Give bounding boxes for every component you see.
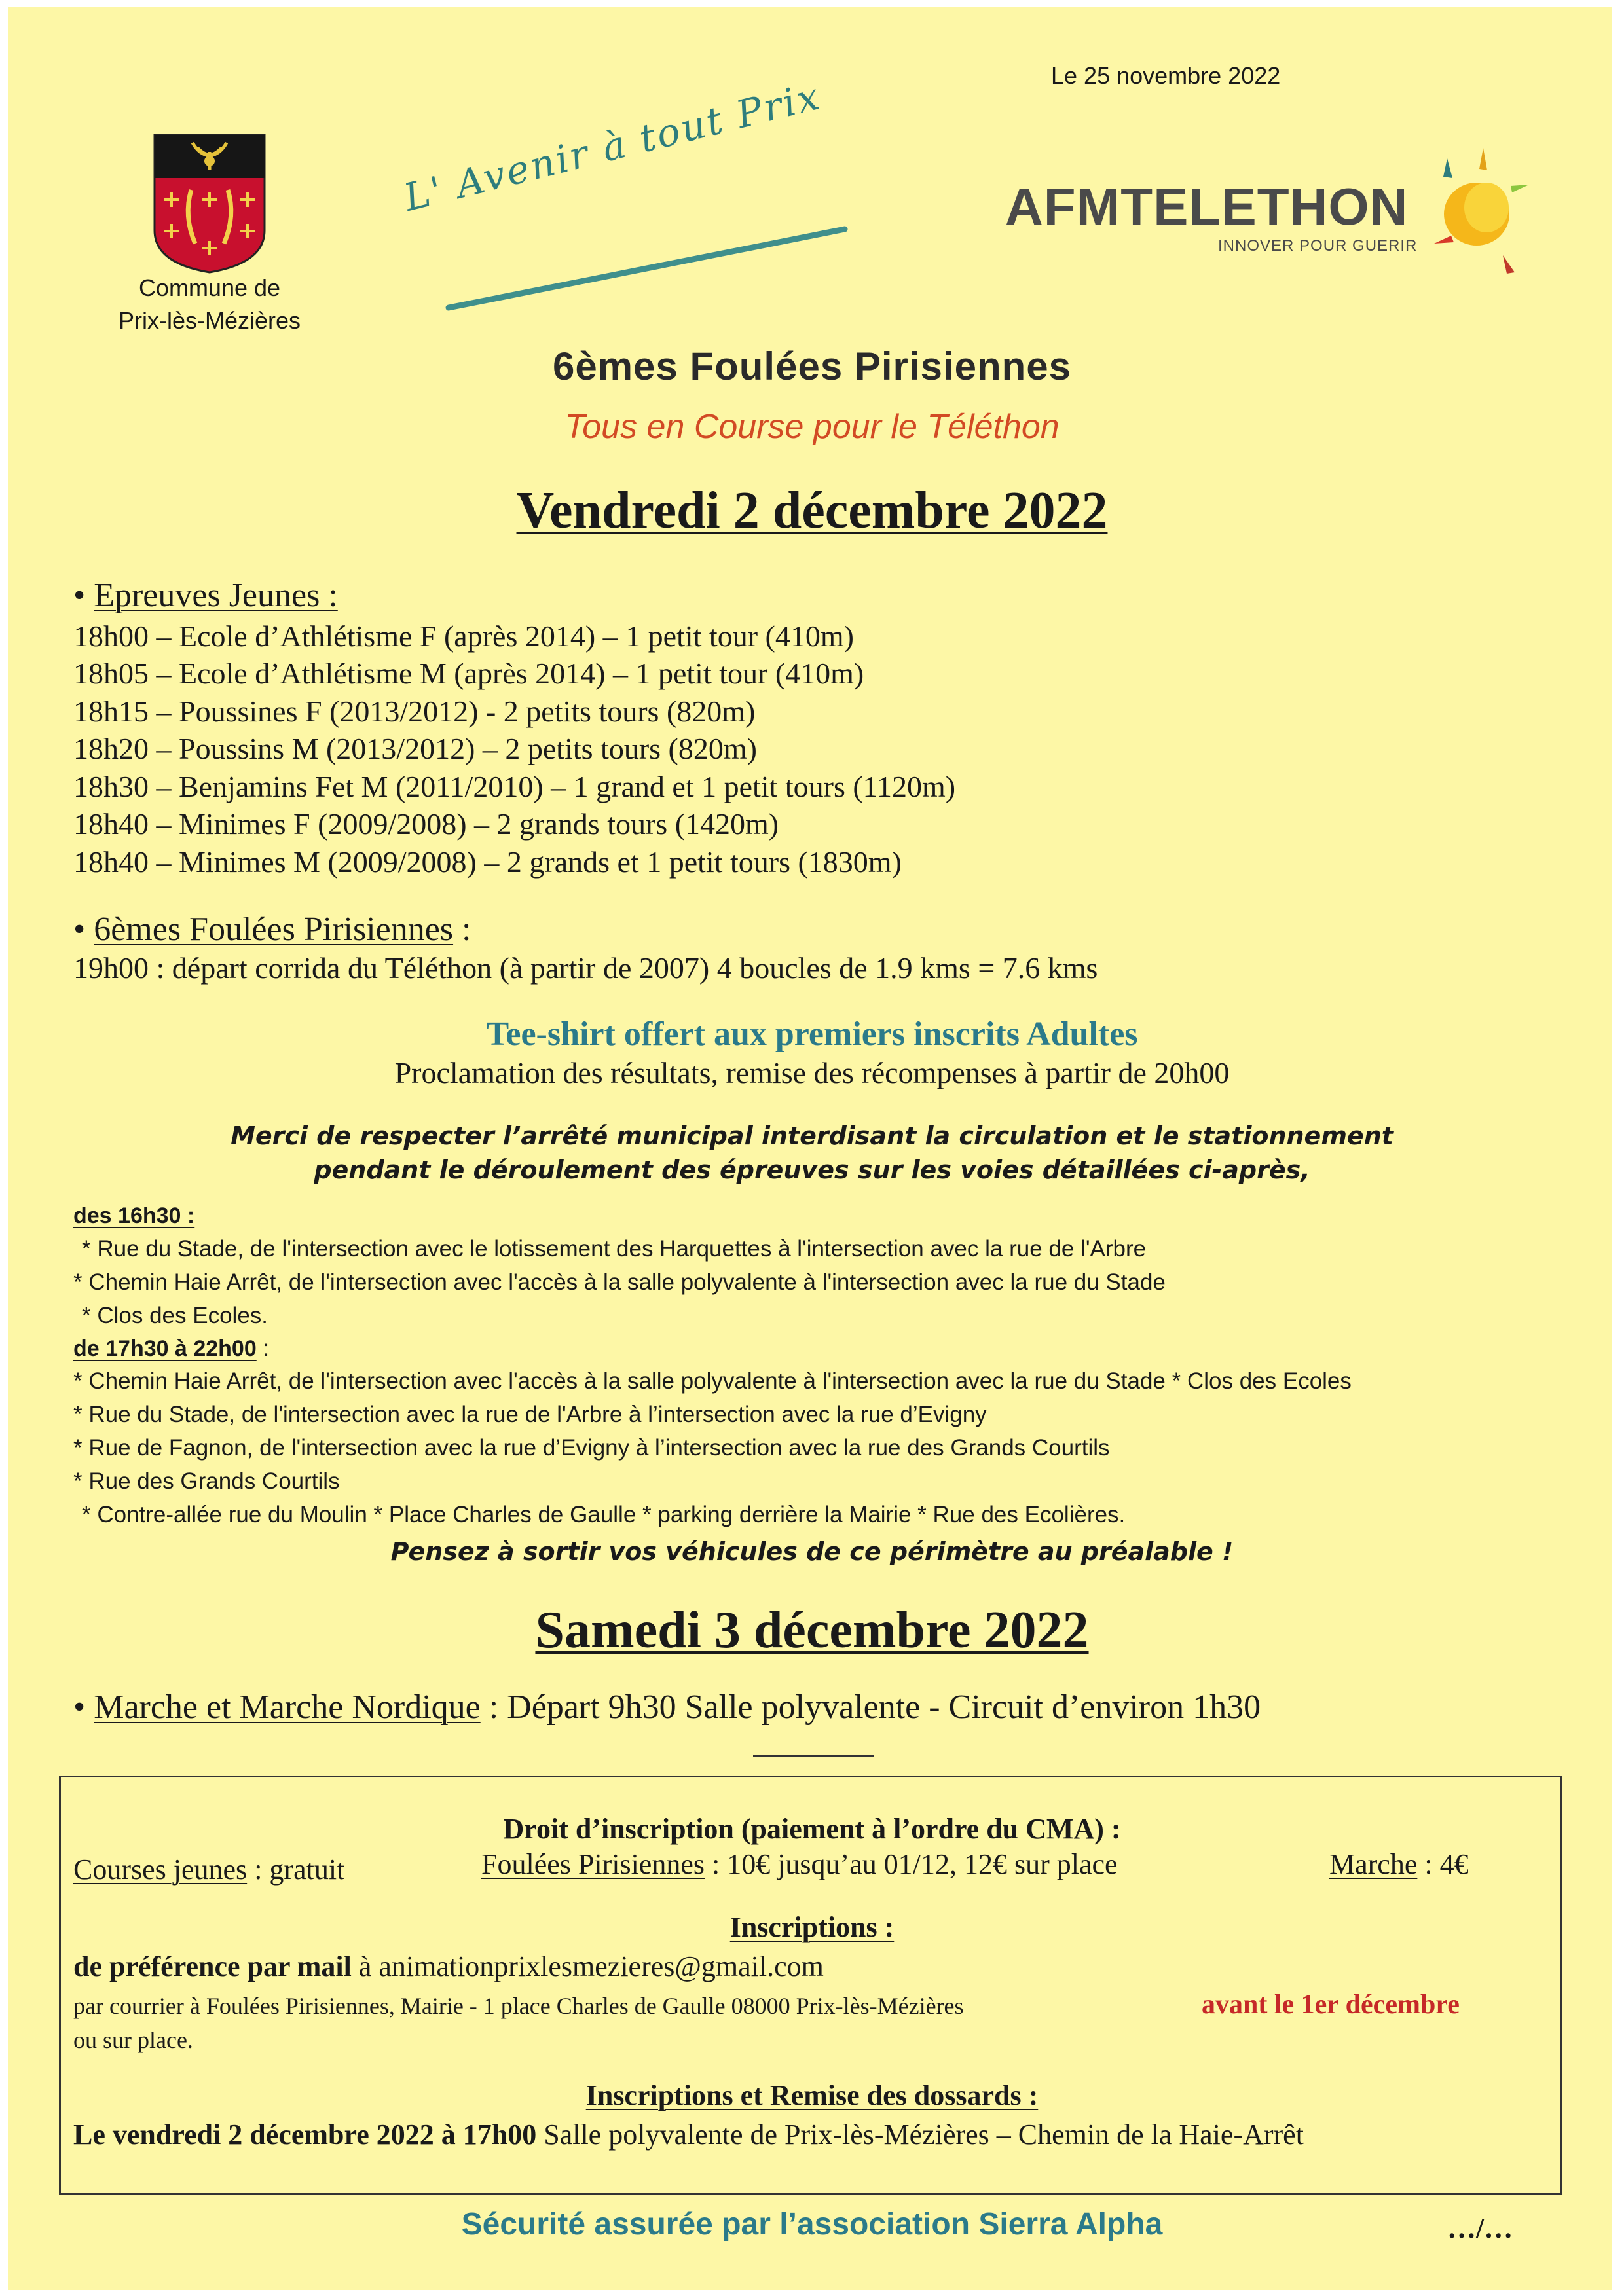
restricted-street: * Rue du Stade, de l'intersection avec le lotissement des Harquettes à l'intersection avec la rue de l'Arbre [82, 1236, 1147, 1262]
walk-event-details: : Départ 9h30 Salle polyvalente - Circuit d’environ 1h30 [480, 1688, 1261, 1726]
youth-race-item: 18h20 – Poussins M (2013/2012) – 2 petits tours (820m) [73, 732, 757, 765]
commune-line-2: Prix-lès-Mézières [118, 307, 301, 334]
vehicles-reminder: Pensez à sortir vos véhicules de ce périmètre au préalable ! [390, 1537, 1234, 1566]
coat-of-arms-icon [152, 132, 267, 275]
restricted-street: * Contre-allée rue du Moulin * Place Charles de Gaulle * parking derrière la Mairie * Rue des Ecolières. [82, 1502, 1126, 1527]
main-race-fee-value: : 10€ jusqu’au 01/12, 12€ sur place [704, 1848, 1118, 1880]
bibs-heading: Inscriptions et Remise des dossards : [585, 2079, 1039, 2111]
restricted-street: * Chemin Haie Arrêt, de l'intersection avec l'accès à la salle polyvalente à l'intersection avec la rue du Stade [73, 1269, 1166, 1295]
restricted-street: * Rue du Stade, de l'intersection avec la rue de l'Arbre à l’intersection avec la rue d’Evigny [73, 1402, 987, 1427]
youth-fee [73, 1853, 344, 1886]
inscriptions-heading: Inscriptions : [729, 1911, 895, 1943]
restriction-period-1630: des 16h30 : [73, 1203, 195, 1228]
event-title: 6èmes Foulées Pirisiennes [552, 344, 1072, 388]
main-race-heading-colon: : [453, 911, 471, 948]
event-subtitle: Tous en Course pour le Téléthon [564, 408, 1060, 446]
mail-registration: par courrier à Foulées Pirisiennes, Mairie - 1 place Charles de Gaulle 08000 Prix-lès-Mézières [73, 1993, 964, 2019]
main-race-fee [481, 1848, 1118, 1881]
slogan-text: L' Avenir à tout Prix [399, 73, 826, 220]
document-date: Le 25 novembre 2022 [1051, 62, 1281, 89]
security-notice: Sécurité assurée par l’association Sierra Alpha [461, 2207, 1163, 2242]
slogan-block [386, 73, 858, 314]
restriction-period-1730-text: de 17h30 à 22h00 [73, 1336, 257, 1361]
email-registration [73, 1950, 824, 1983]
youth-race-item: 18h05 – Ecole d’Athlétisme M (après 2014) – 1 petit tour (410m) [73, 657, 864, 690]
youth-race-item: 18h40 – Minimes F (2009/2008) – 2 grands tours (1420m) [73, 807, 779, 841]
walk-event-line [73, 1688, 1261, 1726]
friday-date-heading: Vendredi 2 décembre 2022 [516, 482, 1108, 539]
bibs-pickup-where: Salle polyvalente de Prix-lès-Mézières – Chemin de la Haie-Arrêt [536, 2119, 1304, 2151]
preferred-method-label: de préférence par mail [73, 1950, 352, 1982]
restricted-street: * Rue de Fagnon, de l'intersection avec la rue d’Evigny à l’intersection avec la rue des Grands Courtils [73, 1435, 1110, 1461]
bibs-pickup-when: Le vendredi 2 décembre 2022 à 17h00 [73, 2119, 537, 2151]
main-race-fee-label: Foulées Pirisiennes [481, 1848, 705, 1880]
saturday-date-heading: Samedi 3 décembre 2022 [535, 1601, 1089, 1659]
bullet-dot: • [73, 1688, 94, 1726]
afm-sun-logo-icon [1421, 145, 1545, 276]
email-address[interactable]: à animationprixlesmezieres@gmail.com [351, 1950, 824, 1982]
restricted-street: * Chemin Haie Arrêt, de l'intersection avec l'accès à la salle polyvalente à l'intersection avec la rue du Stade * Clos des Ecoles [73, 1368, 1352, 1394]
youth-fee-label: Courses jeunes [73, 1853, 248, 1886]
walk-fee-label: Marche [1329, 1848, 1418, 1880]
onsite-registration: ou sur place. [73, 2027, 193, 2053]
main-race-heading-text: 6èmes Foulées Pirisiennes [94, 911, 454, 948]
youth-race-item: 18h30 – Benjamins Fet M (2011/2010) – 1 grand et 1 petit tours (1120m) [73, 770, 956, 803]
bullet-dot: • [73, 577, 94, 614]
commune-name [105, 272, 314, 337]
youth-race-item: 18h40 – Minimes M (2009/2008) – 2 grands et 1 petit tours (1830m) [73, 845, 902, 879]
restricted-street: * Clos des Ecoles. [82, 1303, 268, 1328]
continued-marker: …/… [1447, 2212, 1513, 2244]
walk-event-heading: Marche et Marche Nordique [94, 1688, 481, 1726]
commune-line-1: Commune de [138, 274, 281, 301]
slogan-underline [445, 216, 851, 314]
main-race-details: 19h00 : départ corrida du Téléthon (à partir de 2007) 4 boucles de 1.9 kms = 7.6 kms [73, 951, 1098, 985]
youth-races-heading [73, 576, 338, 615]
afm-telethon-tagline: INNOVER POUR GUERIR [1218, 237, 1418, 255]
walk-fee [1329, 1848, 1469, 1881]
separator-line [753, 1755, 874, 1757]
main-race-heading [73, 910, 471, 949]
proclamation-text: Proclamation des résultats, remise des récompenses à partir de 20h00 [394, 1056, 1230, 1089]
tshirt-offer: Tee-shirt offert aux premiers inscrits Adultes [486, 1015, 1138, 1053]
bullet-dot: • [73, 911, 94, 948]
restricted-street: * Rue des Grands Courtils [73, 1468, 340, 1494]
youth-races-heading-text: Epreuves Jeunes : [94, 577, 338, 614]
bibs-pickup [73, 2118, 1304, 2151]
restriction-period-1730-colon: : [256, 1336, 270, 1361]
registration-deadline: avant le 1er décembre [1202, 1990, 1460, 2020]
youth-fee-value: : gratuit [247, 1853, 345, 1886]
youth-race-item: 18h00 – Ecole d’Athlétisme F (après 2014) – 1 petit tour (410m) [73, 619, 854, 653]
traffic-notice-line-2: pendant le déroulement des épreuves sur les voies détaillées ci-après, [314, 1156, 1310, 1184]
fees-heading: Droit d’inscription (paiement à l’ordre du CMA) : [503, 1813, 1121, 1845]
walk-fee-value: : 4€ [1417, 1848, 1469, 1880]
youth-race-item: 18h15 – Poussines F (2013/2012) - 2 petits tours (820m) [73, 695, 756, 728]
restriction-period-1730 [73, 1336, 269, 1362]
traffic-notice-line-1: Merci de respecter l’arrêté municipal interdisant la circulation et le stationnement [231, 1121, 1393, 1150]
afm-telethon-logo-text: AFMTELETHON [1005, 177, 1409, 236]
